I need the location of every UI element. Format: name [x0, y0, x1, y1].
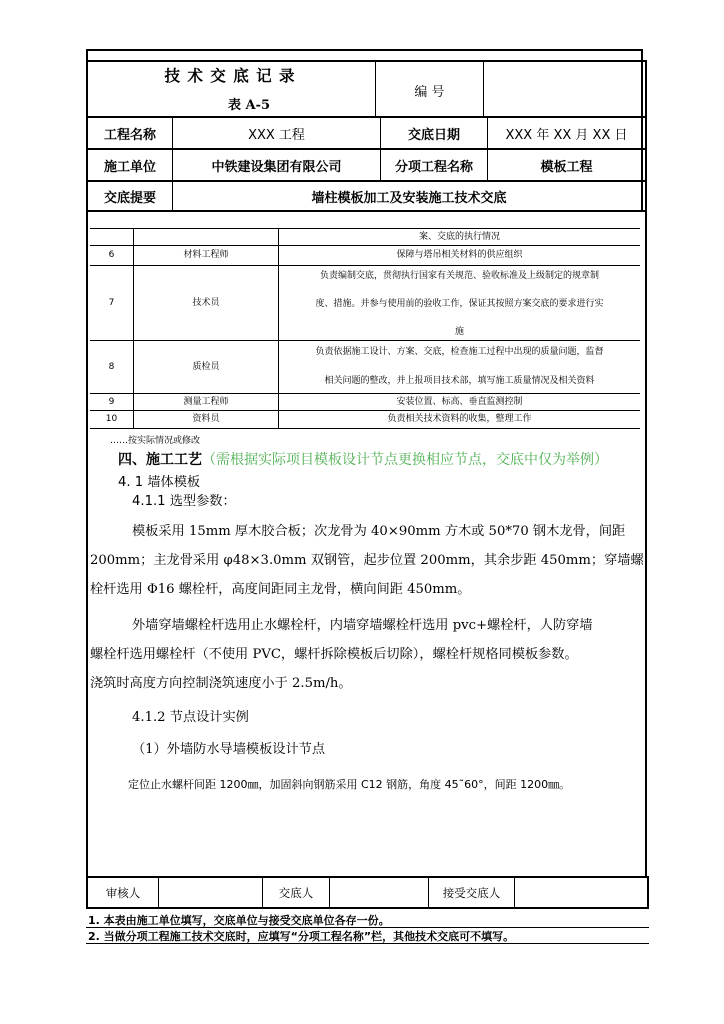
resp-role: 技术员: [192, 297, 220, 308]
discloser-label: 交底人: [278, 885, 314, 900]
detail-text: 定位止水螺杆间距 1200㎜，加固斜向钢筋采用 C12 钢筋，角度 45˜60°，间距 1200㎜。: [128, 778, 571, 791]
date-value: XXX 年 XX 月 XX 日: [505, 127, 628, 143]
reviewer-value[interactable]: [159, 878, 262, 907]
form-number: 表 A-5: [228, 98, 271, 113]
section-4-1: 4. 1 墙体模板: [118, 475, 201, 490]
item-1: （1）外墙防水导墙模板设计节点: [132, 742, 326, 757]
summary-label: 交底提要: [103, 191, 156, 206]
para1-line: 栓杆选用 Φ16 螺栓杆，高度间距同主龙骨，横向间距 450mm。: [90, 582, 471, 597]
sig-line-bottom: [86, 907, 649, 909]
resp-role: 质检员: [192, 361, 220, 372]
para1-line: 200mm；主龙骨采用 φ48×3.0mm 双钢管，起步位置 200mm，其余步距 450mm；穿墙螺: [90, 553, 644, 568]
para2-line: 浇筑时高度方向控制浇筑速度小于 2.5m/h。: [90, 676, 352, 691]
resp-role: 资料员: [192, 414, 220, 425]
resp-duty-line: 负责依据施工设计、方案、交底，检查施工过程中出现的质量问题，监督: [315, 347, 604, 357]
resp-duty: 保障与塔吊相关材料的供应组织: [396, 250, 523, 261]
resp-duty-line: 负责编制交底，贯彻执行国家有关规范、验收标准及上级制定的规章制: [319, 271, 599, 281]
discloser-value[interactable]: [330, 878, 428, 907]
reviewer-label: 审核人: [105, 885, 141, 900]
resp-duty-line: 施: [454, 327, 464, 337]
resp-duty-line: 度、措施。并参与使用前的验收工作，保证其按照方案交底的要求进行实: [315, 299, 604, 309]
resp-no: 8: [108, 361, 115, 372]
section4-heading: [118, 449, 608, 469]
footnote: 2. 当做分项工程施工技术交底时，应填写“分项工程名称”栏，其他技术交底可不填写。: [88, 930, 515, 943]
resp-note: ……按实际情况或修改: [110, 436, 201, 446]
section4-heading-note: （需根据实际项目模板设计节点更换相应节点，交底中仅为举例）: [202, 452, 608, 468]
resp-no: 10: [105, 414, 118, 425]
footnote: 1. 本表由施工单位填写，交底单位与接受交底单位各存一份。: [88, 914, 390, 927]
resp-no: 9: [108, 396, 115, 407]
number-value: [484, 62, 644, 117]
number-label: 编 号: [414, 84, 445, 100]
resp-carryover: 案、交底的执行情况: [418, 231, 500, 242]
resp-no: 7: [108, 297, 115, 308]
resp-line-bottom: [90, 428, 640, 429]
date-label: 交底日期: [407, 127, 460, 143]
project-name-label: 工程名称: [103, 127, 156, 143]
resp-duty: 负责相关技术资料的收集，整理工作: [387, 414, 532, 425]
section-4-1-1: 4.1.1 选型参数：: [132, 494, 236, 509]
sub-project-label: 分项工程名称: [394, 159, 473, 175]
frame-right-thick: [645, 60, 647, 212]
receiver-value[interactable]: [515, 878, 647, 907]
receiver-label: 接受交底人: [442, 885, 501, 900]
content-right-line: [645, 212, 647, 877]
section4-heading-text: 四、施工工艺: [118, 452, 202, 468]
para2-line: 螺栓杆选用螺栓杆（不使用 PVC，螺杆拆除模板后切除），螺栓杆规格同模板参数。: [90, 647, 578, 662]
row-line-4: [86, 210, 646, 212]
para1-line: 模板采用 15mm 厚木胶合板；次龙骨为 40×90mm 方木或 50*70 钢木龙骨，间距: [132, 524, 626, 539]
resp-duty: 安装位置、标高、垂直监测控制: [396, 396, 523, 407]
resp-no: 6: [108, 250, 115, 261]
sub-project-value: 模板工程: [540, 159, 593, 175]
frame-top-line: [86, 49, 642, 51]
summary-value: 墙柱模板加工及安装施工技术交底: [311, 191, 507, 206]
unit-value: 中铁建设集团有限公司: [211, 159, 342, 175]
resp-duty-line: 相关问题的整改，并上报项目技术部，填写施工质量情况及相关资料: [324, 376, 595, 386]
footnote-bottom-line: [86, 943, 649, 944]
resp-role: 材料工程师: [183, 250, 229, 261]
para2-line: 外墙穿墙螺栓杆选用止水螺栓杆，内墙穿墙螺栓杆选用 pvc+螺栓杆，人防穿墙: [132, 618, 593, 633]
content-left-line: [86, 212, 88, 877]
unit-label: 施工单位: [103, 159, 156, 175]
section-4-1-2: 4.1.2 节点设计实例: [132, 710, 249, 725]
sig-right: [647, 876, 649, 909]
resp-role: 测量工程师: [183, 396, 229, 407]
project-name-value: XXX 工程: [248, 127, 305, 143]
page-title: 技 术 交 底 记 录: [164, 66, 296, 85]
